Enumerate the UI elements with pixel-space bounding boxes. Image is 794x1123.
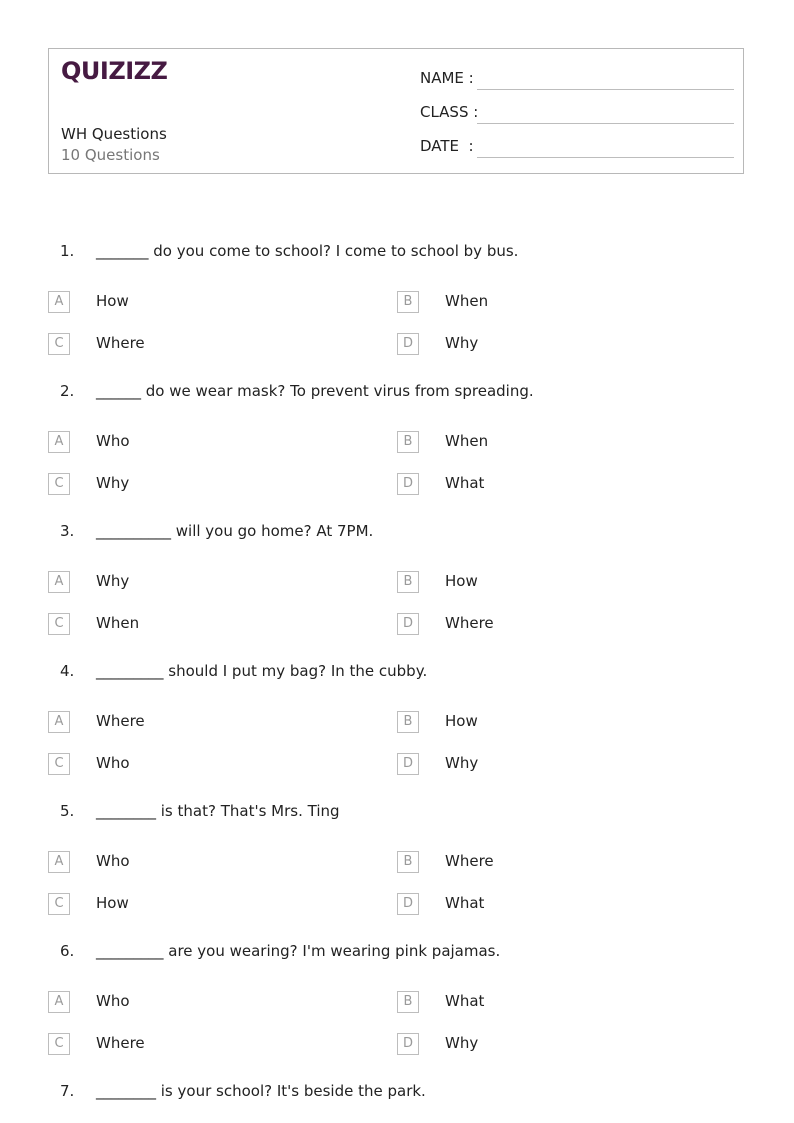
option-letter-box[interactable]: D [397,753,419,775]
option-letter-box[interactable]: A [48,291,70,313]
question-number: 6. [60,942,75,960]
name-field [420,69,734,93]
option-text: When [96,614,140,632]
option-text: How [96,292,129,310]
option-letter-box[interactable]: B [397,571,419,593]
option-text: Where [445,614,494,632]
option-text: Why [96,572,130,590]
option-text: Who [96,754,130,772]
option-text: Where [445,852,494,870]
option-text: When [445,432,489,450]
question-number: 5. [60,802,75,820]
option-text: Where [96,334,145,352]
option-text: Where [96,712,145,730]
question-count: 10 Questions [61,146,160,164]
option-text: Who [96,992,130,1010]
question-number: 4. [60,662,75,680]
option-letter-box[interactable]: C [48,893,70,915]
option-letter-box[interactable]: C [48,1033,70,1055]
date-write-line [477,157,734,158]
question-text: ______ do we wear mask? To prevent virus from spreading. [96,382,534,400]
question-number: 7. [60,1082,75,1100]
option-text: When [445,292,489,310]
quizizz-logo: QUIZIZZ [61,57,168,85]
option-text: What [445,474,485,492]
option-text: How [445,572,478,590]
question-text: _________ should I put my bag? In the cubby. [96,662,428,680]
option-text: Why [96,474,130,492]
date-field [420,137,734,161]
question-text: ________ is that? That's Mrs. Ting [96,802,340,820]
option-text: Why [445,1034,479,1052]
option-letter-box[interactable]: D [397,333,419,355]
question-number: 1. [60,242,75,260]
option-text: How [445,712,478,730]
option-letter-box[interactable]: A [48,571,70,593]
option-text: What [445,992,485,1010]
option-text: Why [445,334,479,352]
option-letter-box[interactable]: D [397,1033,419,1055]
question-text: ________ is your school? It's beside the park. [96,1082,426,1100]
option-text: Where [96,1034,145,1052]
question-text: __________ will you go home? At 7PM. [96,522,374,540]
option-letter-box[interactable]: A [48,851,70,873]
worksheet-header [48,48,744,174]
option-letter-box[interactable]: C [48,613,70,635]
option-text: Who [96,432,130,450]
option-letter-box[interactable]: D [397,893,419,915]
option-letter-box[interactable]: A [48,431,70,453]
option-letter-box[interactable]: D [397,613,419,635]
option-text: How [96,894,129,912]
option-letter-box[interactable]: B [397,431,419,453]
date-label: DATE : [420,137,474,155]
question-number: 2. [60,382,75,400]
option-text: Who [96,852,130,870]
name-label: NAME : [420,69,474,87]
option-letter-box[interactable]: B [397,711,419,733]
class-label: CLASS : [420,103,479,121]
option-letter-box[interactable]: A [48,711,70,733]
question-text: _______ do you come to school? I come to school by bus. [96,242,519,260]
question-text: _________ are you wearing? I'm wearing pink pajamas. [96,942,501,960]
option-letter-box[interactable]: B [397,291,419,313]
name-write-line [477,89,734,90]
class-field [420,103,734,127]
option-letter-box[interactable]: B [397,991,419,1013]
option-letter-box[interactable]: A [48,991,70,1013]
option-letter-box[interactable]: C [48,473,70,495]
option-letter-box[interactable]: C [48,753,70,775]
option-text: Why [445,754,479,772]
option-text: What [445,894,485,912]
option-letter-box[interactable]: C [48,333,70,355]
class-write-line [477,123,734,124]
worksheet-title: WH Questions [61,125,167,143]
question-number: 3. [60,522,75,540]
option-letter-box[interactable]: B [397,851,419,873]
option-letter-box[interactable]: D [397,473,419,495]
